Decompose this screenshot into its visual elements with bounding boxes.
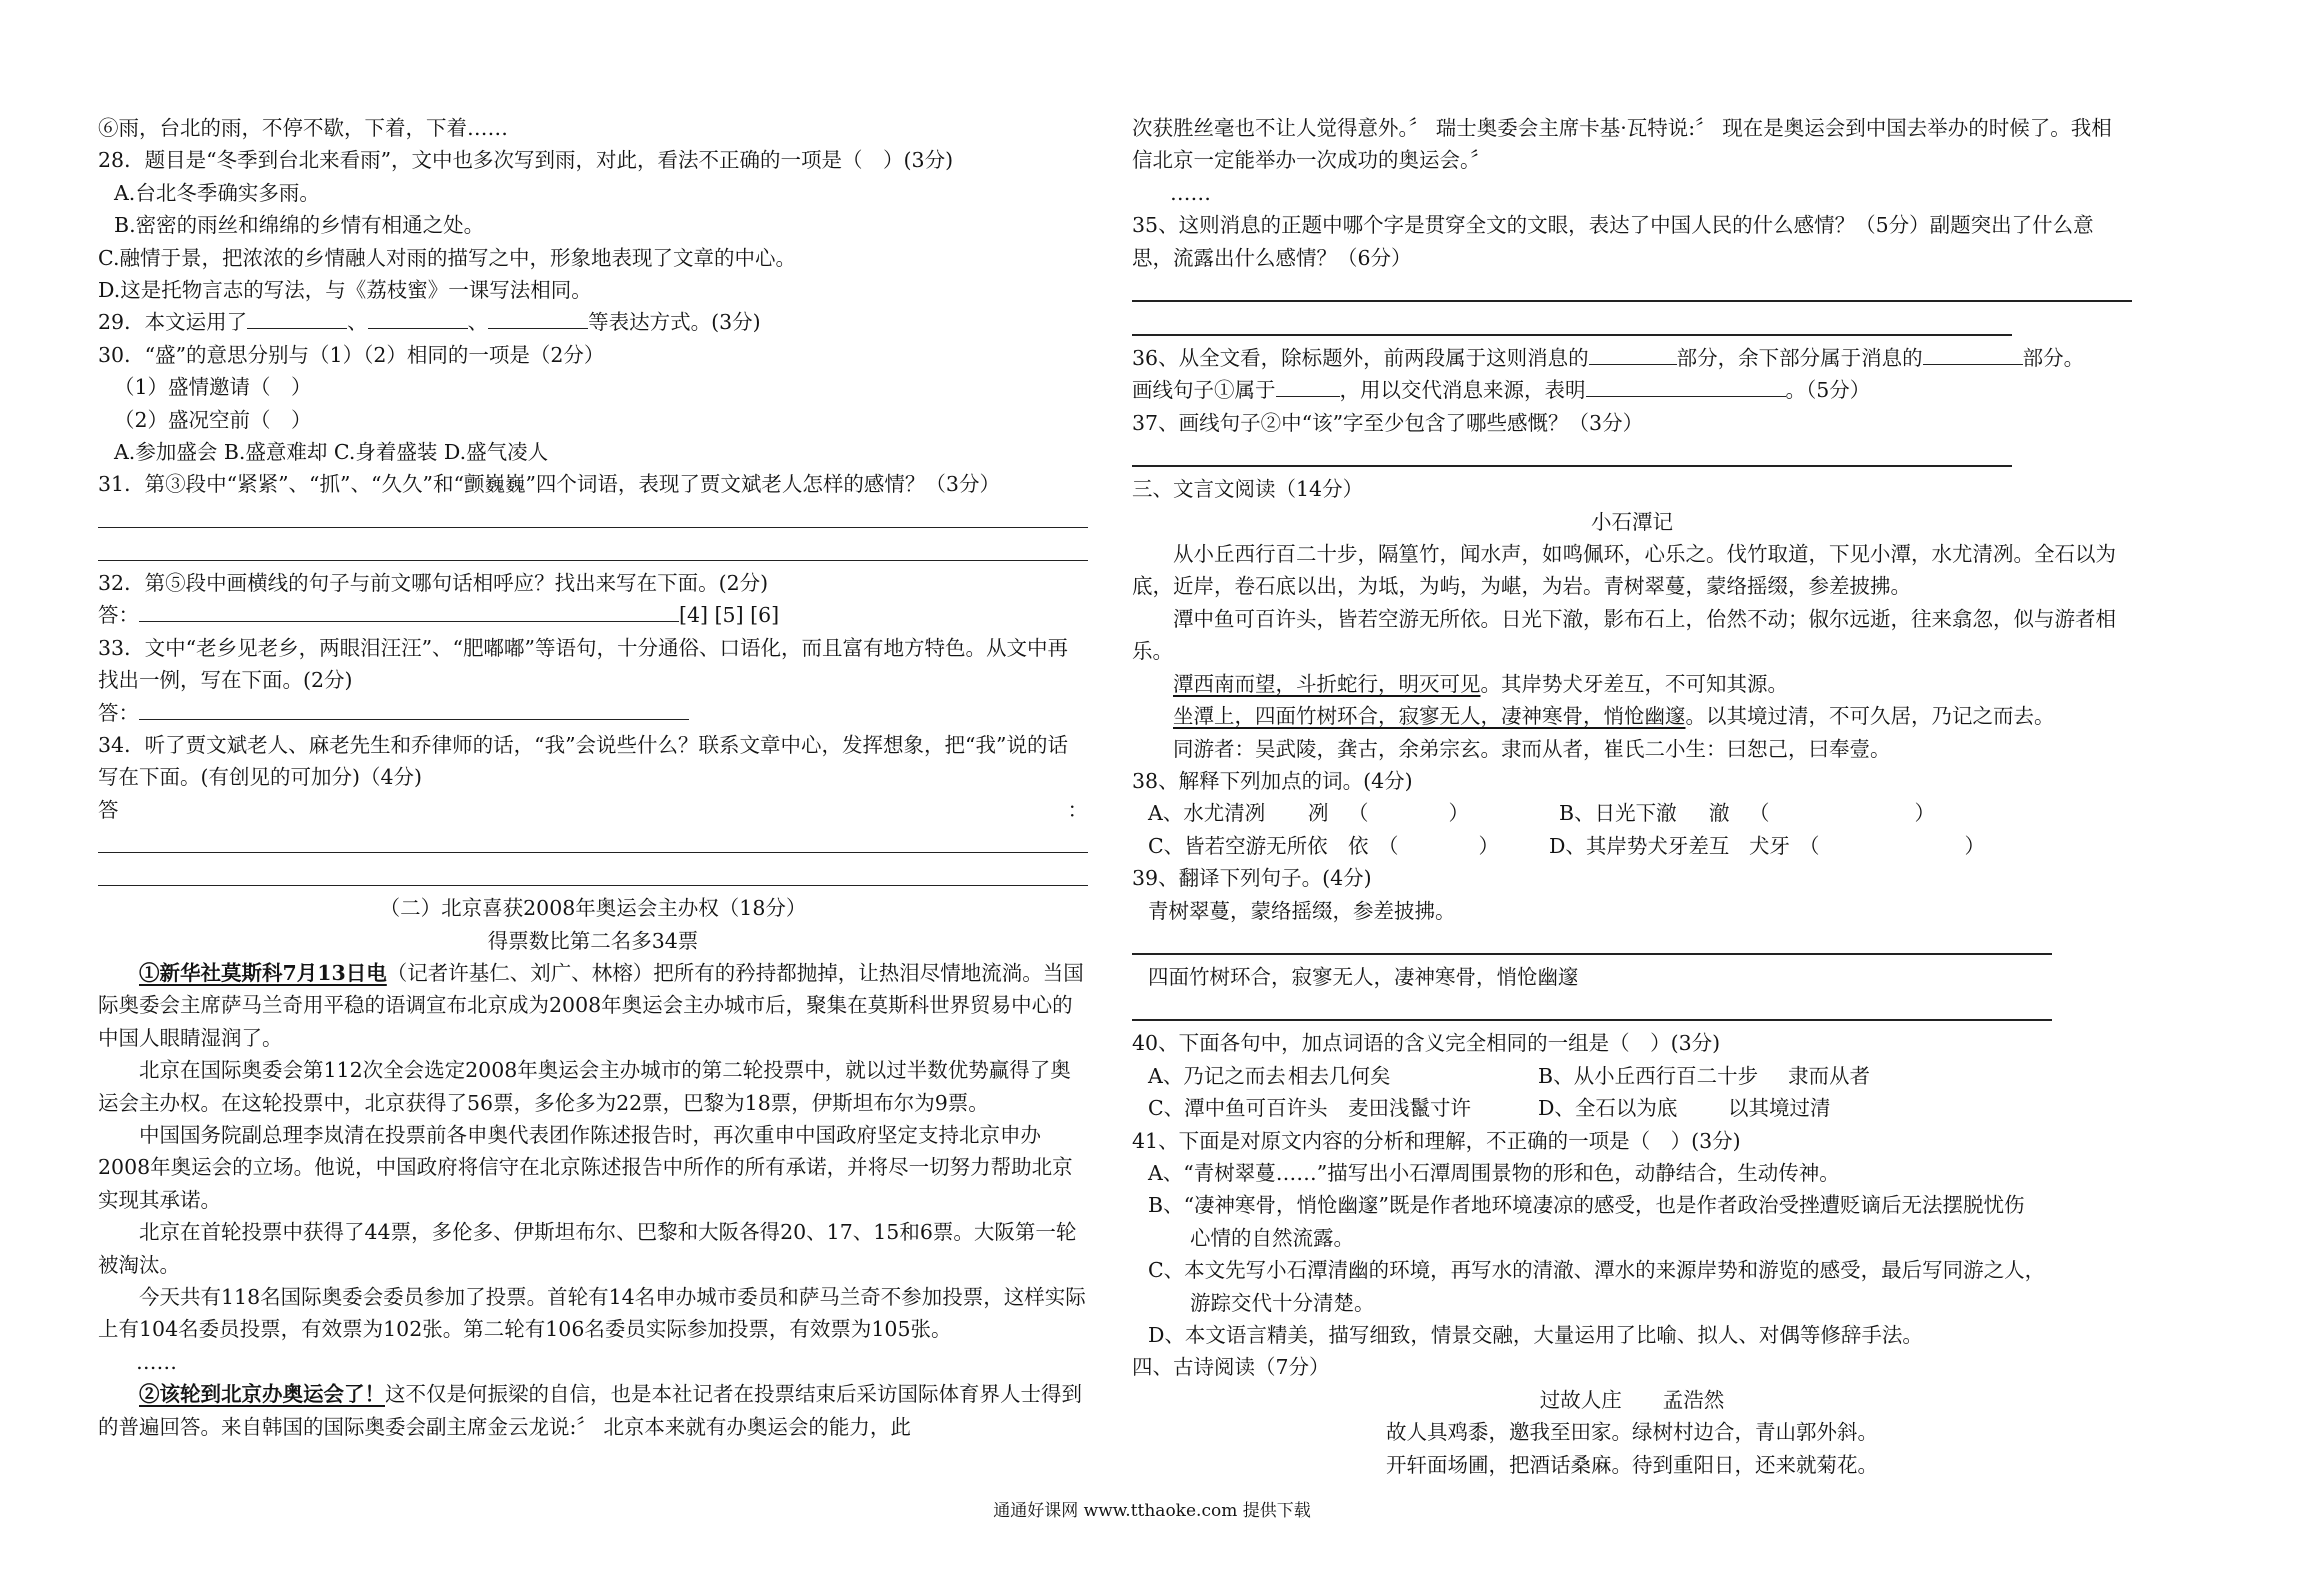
article-paragraph-3: 中国国务院副总理李岚清在投票前各申奥代表团作陈述报告时，再次重申中国政府坚定支持北京申办2008年奥运会的立场。他说，中国政府将信守在北京陈述报告中所作的所有承诺，并将尽一切努力帮助北京实现其承诺。 (98, 1122, 1073, 1212)
answer-label: 答 (98, 797, 119, 822)
section-3-heading: 三、文言文阅读（14分） (1132, 477, 1364, 502)
option-40c-2: 麦田浅鬣寸许 (1348, 1096, 1471, 1121)
article-continued: 次获胜丝毫也不让人觉得意外。〞 瑞士奥委会主席卡基·瓦特说:〞 现在是奥运会到中国去举办的时候了。我相信北京一定能举办一次成功的奥运会。〞 (1132, 116, 2112, 173)
question-34: 34．听了贾文斌老人、麻老先生和乔律师的话，“我”会说些什么？联系文章中心，发挥想象，把“我”说的话写在下面。(有创见的可加分)（4分) (98, 732, 1069, 790)
target-word: 依 (1348, 833, 1369, 858)
option-40c-1: C、潭中鱼可百许头 (1148, 1096, 1328, 1121)
right-column (1132, 112, 2132, 1481)
question-36-text: 部分，余下部分属于消息的 (1676, 346, 1923, 371)
passage-title: 小石潭记 (1591, 509, 1673, 534)
answer-blank[interactable] (1586, 378, 1786, 397)
ellipsis: …… (136, 1349, 177, 1374)
answer-blank[interactable] (1923, 346, 2023, 365)
paragraph-text: 。其岸势犬牙差互，不可知其源。 (1480, 671, 1788, 696)
question-29-text: 等表达方式。(3分) (588, 310, 761, 335)
question-36-text: 画线句子①属于 (1132, 378, 1276, 403)
question-39-sentence-1: 青树翠蔓，蒙络摇缀，参差披拂。 (1148, 898, 1456, 923)
paragraph-text: 这不仅是何振梁的自信，也是本社记者在投票结束后采访国际体育界人士得到的普遍回答。来自韩国的国际奥委会副主席金云龙说:〞 北京本来就有办奥运会的能力，此 (98, 1382, 1082, 1439)
paragraph-text: （记者许基仁、刘广、林榕）把所有的矜持都抛掉，让热泪尽情地流淌。当国际奥委会主席萨马兰奇用平稳的语调宣布北京成为2008年奥运会主办城市后，聚集在莫斯科世界贸易中心的中国人眼睛湿润了。 (98, 960, 1084, 1050)
answer-line[interactable] (98, 534, 1088, 561)
question-38-row-2 (1132, 830, 2132, 862)
passage-paragraph-5: 同游者：吴武陵，龚古，余弟宗玄。隶而从者，崔氏二小生：曰恕己，曰奉壹。 (1173, 736, 1891, 761)
answer-blank[interactable] (139, 603, 679, 622)
separator: 、 (347, 310, 368, 335)
question-28: 28．题目是“冬季到台北来看雨”，文中也多次写到雨，对此，看法不正确的一项是（ ）(3分) (98, 148, 954, 173)
underlined-sentence-1: ①新华社莫斯科7月13日电 (139, 960, 387, 985)
question-35: 35、这则消息的正题中哪个字是贯穿全文的文眼，表达了中国人民的什么感情？（5分）副题突出了什么意思，流露出什么感情？（6分） (1132, 213, 2094, 270)
question-30-2: （2）盛况空前（ ） (114, 407, 312, 432)
question-30-options: A.参加盛会 B.盛意难却 C.身着盛装 D.盛气凌人 (114, 440, 549, 465)
option-41a: A、“青树翠蔓……”描写出小石潭周围景物的形和色，动静结合，生动传神。 (1148, 1160, 1840, 1185)
paren: ） (1478, 833, 1499, 858)
answer-label: 答： (98, 700, 139, 725)
question-36 (1132, 342, 2132, 374)
question-38: 38、解释下列加点的词。(4分) (1132, 768, 1413, 793)
paren: （ (1378, 833, 1399, 858)
option-41d: D、本文语言精美，描写细致，情景交融，大量运用了比喻、拟人、对偶等修辞手法。 (1148, 1323, 1923, 1347)
answer-34 (98, 794, 1088, 826)
paren: ） (1964, 833, 1985, 858)
answer-blank[interactable] (1276, 378, 1340, 397)
text-line: ⑥雨，台北的雨，不停不歇，下着，下着…… (98, 116, 508, 140)
page-footer: 通通好课网 www.tthaoke.com 提供下载 (993, 1501, 1311, 1521)
option-38b: B、日光下澈 (1559, 801, 1677, 826)
question-40: 40、下面各句中，加点词语的含义完全相同的一组是（ ）(3分) (1132, 1031, 1721, 1056)
answer-blank[interactable] (488, 310, 588, 329)
paren: （ (1749, 801, 1770, 826)
option-28b: B.密密的雨丝和绵绵的乡情有相通之处。 (114, 213, 485, 238)
question-40-row-2 (1132, 1092, 2132, 1124)
option-41c-cont: 游踪交代十分清楚。 (1190, 1290, 1375, 1315)
question-29-text: 29．本文运用了 (98, 310, 248, 335)
option-38d: D、其岸势犬牙差互 (1549, 833, 1730, 858)
answer-line[interactable] (1132, 993, 2052, 1021)
question-29 (98, 306, 1088, 338)
question-31: 31．第③段中“紧紧”、“抓”、“久久”和“颤巍巍”四个词语，表现了贾文斌老人怎样的感情？（3分） (98, 472, 1000, 497)
separator: 、 (467, 310, 489, 335)
paren: ） (1448, 801, 1469, 826)
option-40b-1: B、从小丘西行百二十步 (1538, 1063, 1759, 1088)
article-title: （二）北京喜获2008年奥运会主办权（18分） (379, 896, 807, 921)
answer-line[interactable] (98, 501, 1088, 528)
answer-33 (98, 697, 1088, 729)
score-marks: [4] [5] [6] (679, 603, 780, 628)
question-39-sentence-2: 四面竹树环合，寂寥无人，凄神寒骨，悄怆幽邃 (1148, 964, 1579, 989)
option-41c: C、本文先写小石潭清幽的环境，再写水的清澈、潭水的来源岸势和游览的感受，最后写同游之人， (1148, 1258, 2046, 1283)
target-word: 澈 (1709, 801, 1730, 826)
answer-blank[interactable] (247, 310, 347, 329)
passage-paragraph-2: 潭中鱼可百许头，皆若空游无所依。日光下澈，影布石上，佁然不动；俶尔远逝，往来翕忽，似与游者相乐。 (1132, 606, 2116, 664)
question-41: 41、下面是对原文内容的分析和理解，不正确的一项是（ ）(3分) (1132, 1128, 1741, 1153)
option-40a-2: 相去几何矣 (1288, 1063, 1391, 1088)
article-paragraph-1 (98, 957, 1088, 1054)
question-30: 30．“盛”的意思分别与（1）（2）相同的一项是（2分） (98, 342, 605, 367)
underlined-sentence: 潭西南而望，斗折蛇行，明灭可见 (1173, 671, 1481, 696)
question-36-text: ，用以交代消息来源，表明 (1339, 378, 1586, 403)
option-40a-1: A、乃记之而去 (1148, 1063, 1286, 1088)
question-30-1: （1）盛情邀请（ ） (114, 375, 312, 400)
answer-blank[interactable] (139, 701, 689, 720)
answer-line[interactable] (98, 859, 1088, 886)
underlined-sentence: 四面竹树环合，寂寥无人，凄神寒骨，悄怆幽邃 (1255, 704, 1686, 729)
target-word: 犬牙 (1749, 833, 1790, 858)
article-paragraph-5: 今天共有118名国际奥委会委员参加了投票。首轮有14名申办城市委员和萨马兰奇不参加投票，这样实际上有104名委员投票，有效票为102张。第二轮有106名委员实际参加投票，有效票为105张。 (98, 1285, 1086, 1342)
option-28d: D.这是托物言志的写法，与《荔枝蜜》一课写法相同。 (98, 278, 592, 303)
option-38c: C、皆若空游无所依 (1148, 833, 1328, 858)
answer-32 (98, 599, 1088, 631)
question-38-row-1 (1132, 797, 2132, 829)
answer-blank[interactable] (1589, 346, 1677, 365)
colon: ： (1067, 797, 1088, 822)
article-paragraph-6 (98, 1378, 1088, 1443)
option-41b-cont: 心情的自然流露。 (1190, 1225, 1354, 1250)
passage-paragraph-1: 从小丘西行百二十步，隔篁竹，闻水声，如鸣佩环，心乐之。伐竹取道，下见小潭，水尤清冽。全石以为底，近岸，卷石底以出，为坻，为屿，为嵁，为岩。青树翠蔓，蒙络摇缀，参差披拂。 (1132, 542, 2116, 599)
article-paragraph-4: 北京在首轮投票中获得了44票，多伦多、伊斯坦布尔、巴黎和大阪各得20、17、15和6票。大阪第一轮被淘汰。 (98, 1220, 1077, 1277)
article-paragraph-2: 北京在国际奥委会第112次全会选定2008年奥运会主办城市的第二轮投票中，就以过半数优势赢得了奥运会主办权。在这轮投票中，北京获得了56票，多伦多为22票，巴黎为18票，伊斯坦布尔为9票。 (98, 1058, 1071, 1115)
answer-line[interactable] (1132, 274, 2132, 302)
passage-paragraph-3 (1132, 668, 2132, 700)
target-word: 冽 (1308, 801, 1329, 826)
question-40-row-1 (1132, 1060, 2132, 1092)
option-28a: A.台北冬季确实多雨。 (114, 180, 320, 205)
question-33: 33．文中“老乡见老乡，两眼泪汪汪”、“肥嘟嘟”等语句，十分通俗、口语化，而且富有地方特色。从文中再找出一例，写在下面。(2分) (98, 635, 1069, 693)
paren: （ (1348, 801, 1369, 826)
option-28c: C.融情于景，把浓浓的乡情融人对雨的描写之中，形象地表现了文章的中心。 (98, 245, 796, 270)
poem-line-1: 故人具鸡黍，邀我至田家。绿树村边合，青山郭外斜。 (1386, 1420, 1878, 1445)
option-40d-1: D、全石以为底 (1538, 1096, 1678, 1121)
option-40d-2: 以其境过清 (1728, 1096, 1831, 1121)
answer-line[interactable] (98, 826, 1088, 853)
paragraph-text: 。以其境过清，不可久居，乃记之而去。 (1685, 704, 2055, 729)
underlined-sentence-2: ②该轮到北京办奥运会了！ (139, 1382, 385, 1407)
passage-paragraph-4 (1132, 700, 2132, 732)
answer-label: 答： (98, 603, 139, 628)
answer-line[interactable] (1132, 308, 2012, 336)
option-41b: B、“凄神寒骨，悄怆幽邃”既是作者地环境凄凉的感受，也是作者政治受挫遭贬谪后无法摆脱忧伤 (1148, 1193, 2025, 1218)
poem-title: 过故人庄 孟浩然 (1539, 1387, 1725, 1412)
option-38a: A、水尤清冽 (1148, 801, 1266, 826)
paren: ） (1914, 801, 1935, 826)
answer-line[interactable] (1132, 439, 2012, 467)
underlined-prefix: 坐潭上， (1173, 704, 1255, 729)
paren: （ (1799, 833, 1820, 858)
question-36-text: 。（5分） (1785, 378, 1871, 403)
question-36-cont (1132, 374, 2132, 406)
left-column (98, 112, 1088, 1443)
question-36-text: 36、从全文看，除标题外，前两段属于这则消息的 (1132, 346, 1589, 371)
answer-blank[interactable] (368, 310, 468, 329)
ellipsis: …… (1170, 180, 1211, 205)
article-subtitle: 得票数比第二名多34票 (487, 928, 699, 953)
question-36-text: 部分。 (2022, 346, 2085, 371)
option-40b-2: 隶而从者 (1788, 1063, 1870, 1088)
question-39: 39、翻译下列句子。(4分) (1132, 866, 1372, 891)
answer-line[interactable] (1132, 927, 2052, 955)
question-37: 37、画线句子②中“该”字至少包含了哪些感慨？（3分） (1132, 410, 1644, 435)
poem-line-2: 开轩面场圃，把酒话桑麻。待到重阳日，还来就菊花。 (1386, 1452, 1878, 1477)
question-32: 32．第⑤段中画横线的句子与前文哪句话相呼应？找出来写在下面。(2分) (98, 570, 769, 595)
section-4-heading: 四、古诗阅读（7分） (1132, 1355, 1330, 1380)
